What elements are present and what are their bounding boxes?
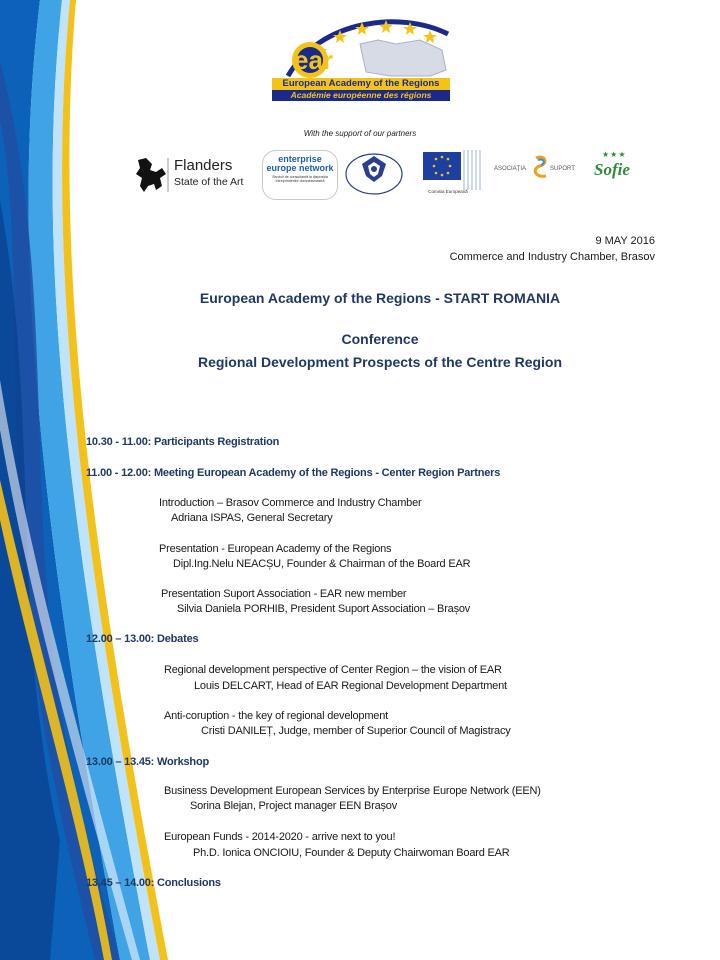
agenda-item-speaker: Sorina Blejan, Project manager EEN Brașov (190, 800, 398, 812)
ec-label: Comisia Europeană (428, 189, 468, 194)
decorative-swoosh (0, 0, 170, 960)
event-place: Commerce and Industry Chamber, Brasov (449, 251, 655, 263)
agenda-item-speaker: Cristi DANILEȚ, Judge, member of Superior Council of Magistracy (201, 725, 511, 737)
flanders-tagline: State of the Art (174, 176, 244, 188)
agenda-section-meeting: 11.00 - 12.00: Meeting European Academy of the Regions - Center Region Partners (86, 467, 501, 479)
agenda-item-speaker: Dipl.Ing.Nelu NEACȘU, Founder & Chairman of the Board EAR (173, 558, 471, 570)
agenda-item-speaker: Ph.D. Ionica ONCIOIU, Founder & Deputy Chairwoman Board EAR (193, 847, 510, 859)
een-subtitle: Servicii de consultanță la dispoziția întreprinderilor dumneavoastră (272, 175, 328, 183)
agenda-item-topic: Regional development perspective of Center Region – the vision of EAR (164, 664, 502, 676)
asociatia-label: ASOCIAȚIA (494, 166, 527, 172)
suport-label: SUPORT (550, 166, 575, 172)
european-commission-flag-icon (422, 150, 462, 188)
agenda-item-topic: Presentation Suport Association - EAR new member (161, 588, 407, 600)
agenda-item-speaker: Adriana ISPAS, General Secretary (171, 512, 333, 524)
agenda-section-registration: 10.30 - 11.00: Participants Registration (86, 436, 280, 448)
flanders-name: Flanders (174, 157, 233, 174)
agenda-item-topic: European Funds - 2014-2020 - arrive next to you! (164, 831, 396, 843)
event-date: 9 MAY 2016 (595, 235, 655, 247)
event-subtitle: Conference (341, 331, 419, 347)
agenda-item-topic: Business Development European Services by Enterprise Europe Network (EEN) (164, 785, 541, 797)
agenda-item-topic: Introduction – Brasov Commerce and Industry Chamber (159, 497, 422, 509)
een-logo (262, 150, 338, 200)
agenda-item-topic: Presentation - European Academy of the Regions (159, 543, 392, 555)
ec-building-icon (462, 146, 484, 192)
support-caption: With the support of our partners (303, 129, 417, 138)
agenda-section-conclusions: 13.45 – 14.00: Conclusions (86, 877, 221, 889)
sofie-logo: Sofie (594, 160, 630, 179)
suport-logo-icon (532, 154, 550, 180)
agenda-item-speaker: Silvia Daniela PORHIB, President Suport Association – Brașov (177, 603, 471, 615)
event-title: European Academy of the Regions - START ROMANIA (199, 290, 561, 306)
logo-line-english: European Academy of the Regions (272, 78, 450, 90)
logo-mark: ear (294, 45, 334, 75)
sofie-stars-icon: ★★★ (602, 150, 627, 159)
agenda-item-topic: Anti-coruption - the key of regional development (164, 710, 388, 722)
een-title: enterprise europe network (266, 154, 334, 173)
chamber-of-commerce-logo (344, 150, 404, 196)
agenda-item-speaker: Louis DELCART, Head of EAR Regional Development Department (194, 680, 507, 692)
agenda-section-workshop: 13.00 – 13.45: Workshop (86, 756, 209, 768)
logo-line-french: Académie européenne des régions (272, 90, 450, 101)
flanders-lion-icon (132, 156, 172, 194)
event-subtitle-2: Regional Development Prospects of the Centre Region (197, 354, 563, 370)
agenda-section-debates: 12.00 – 13.00: Debates (86, 633, 199, 645)
